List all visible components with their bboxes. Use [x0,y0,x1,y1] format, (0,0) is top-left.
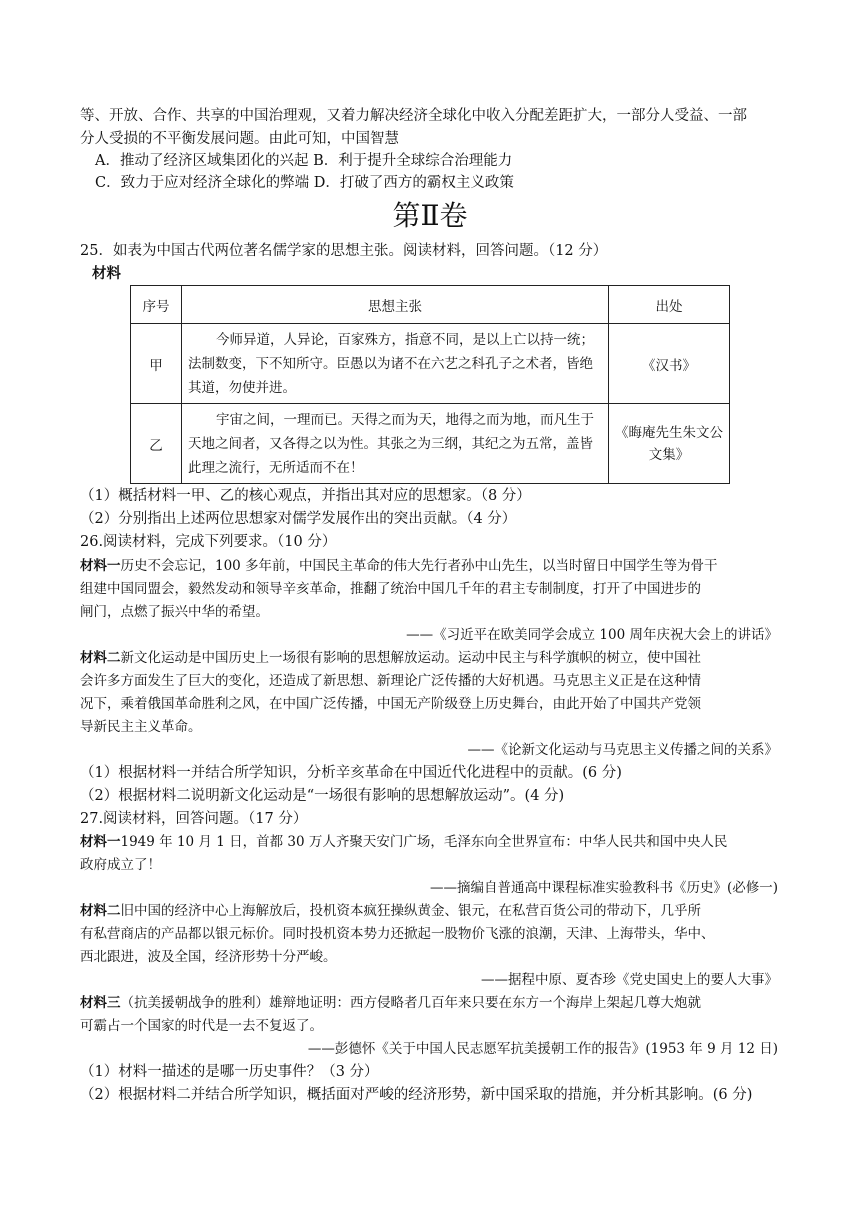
q27-stem: 27.阅读材料，回答问题。（17 分） [80,811,308,827]
q27-material2-line1 [80,901,701,921]
q27-material1-line2: 政府成立了！ [80,857,161,873]
q27-material3-line2: 可霸占一个国家的时代是一去不复返了。 [80,1018,323,1034]
q27-material2-label: 材料二 [80,903,121,919]
q27-material2-line2: 有私营商店的产品都以银元标价。同时投机资本势力还掀起一股物价飞涨的浪潮，天津、上海带头，华中、 [80,926,715,942]
q26-material2-source: ——《论新文化运动与马克思主义传播之间的关系》 [467,742,778,758]
row-no: 甲 [131,324,182,404]
q25-stem: 25．如表为中国古代两位著名儒学家的思想主张。阅读材料，回答问题。（12 分） [80,243,608,259]
q25-sub1: （1）概括材料一甲、乙的核心观点，并指出其对应的思想家。（8 分） [80,488,531,504]
table-header-no: 序号 [131,286,182,324]
q26-stem: 26.阅读材料，完成下列要求。（10 分） [80,534,337,550]
q26-sub2: （2）根据材料二说明新文化运动是“一场很有影响的思想解放运动”。(4 分) [80,788,565,804]
q26-material1-line3: 闸门，点燃了振兴中华的希望。 [80,604,269,620]
table-header-content: 思想主张 [182,286,609,324]
table-header-row [131,286,730,324]
row-no: 乙 [131,404,182,484]
q26-material2-text: 新文化运动是中国历史上一场很有影响的思想解放运动。运动中民主与科学旗帜的树立，使中国社 [120,650,701,666]
table-row [131,324,730,404]
q27-material2-line3: 西北跟进，波及全国，经济形势十分严峻。 [80,949,337,965]
q26-material2-line1 [80,648,701,668]
q26-material2-line3: 况下，乘着俄国革命胜利之风，在中国广泛传播，中国无产阶级登上历史舞台，由此开始了中国共产党领 [80,696,701,712]
row-content: 今师异道，人异论，百家殊方，指意不同，是以上亡以持一统；法制数变，下不知所守。臣愚以为诸不在六艺之科孔子之术者，皆绝其道，勿使并进。 [182,324,609,404]
q24-options-row1: A．推动了经济区域集团化的兴起 B．利于提升全球综合治理能力 [95,153,513,169]
row-source: 《汉书》 [609,324,730,404]
q26-material2-line2: 会许多方面发生了巨大的变化，还造成了新思想、新理论广泛传播的大好机遇。马克思主义正是在这种情 [80,673,701,689]
table-row [131,404,730,484]
row-content: 宇宙之间，一理而已。天得之而为天，地得之而为地，而凡生于天地之间者，又各得之以为性。其张之为三纲，其纪之为五常，盖皆此理之流行，无所适而不在！ [182,404,609,484]
q25-material-label: 材料 [92,265,121,282]
q26-material1-line2: 组建中国同盟会，毅然发动和领导辛亥革命，推翻了统治中国几千年的君主专制制度，打开了中国进步的 [80,581,701,597]
table-header-source: 出处 [609,286,730,324]
q26-material1-line1 [80,556,718,576]
q27-material1-source: ——摘编自普通高中课程标准实验教科书《历史》(必修一) [429,880,778,896]
q27-material3-label: 材料三 [80,995,121,1011]
section-title: 第Ⅱ卷 [392,199,468,232]
q27-material1-label: 材料一 [80,834,121,850]
q24-stem-line2: 分人受损的不平衡发展问题。由此可知，中国智慧 [80,131,399,147]
q27-material2-text: 旧中国的经济中心上海解放后，投机资本疯狂操纵黄金、银元，在私营百货公司的带动下，几乎所 [120,903,701,919]
row-source: 《晦庵先生朱文公文集》 [609,404,730,484]
q26-material1-source: ——《习近平在欧美同学会成立 100 周年庆祝大会上的讲话》 [406,627,778,643]
q26-material1-label: 材料一 [80,558,121,574]
q26-sub1: （1）根据材料一并结合所学知识，分析辛亥革命在中国近代化进程中的贡献。(6 分) [80,765,622,781]
q27-material3-line1 [80,993,701,1013]
q27-material3-source: ——彭德怀《关于中国人民志愿军抗美援朝工作的报告》(1953 年 9 月 12 日) [307,1041,778,1057]
q26-material2-label: 材料二 [80,650,121,666]
q26-material1-text: 历史不会忘记，100 多年前，中国民主革命的伟大先行者孙中山先生，以当时留日中国学生等为骨干 [120,558,718,574]
q26-material2-line4: 导新民主主义革命。 [80,719,202,735]
q24-options-row2: C．致力于应对经济全球化的弊端 D．打破了西方的霸权主义政策 [95,175,514,191]
q27-material2-source: ——据程中原、夏杏珍《党史国史上的要人大事》 [481,972,778,988]
q27-sub2: （2）根据材料二并结合所学知识，概括面对严峻的经济形势，新中国采取的措施，并分析其影响。(6 分) [80,1087,753,1103]
q24-stem-line1: 等、开放、合作、共享的中国治理观，又着力解决经济全球化中收入分配差距扩大，一部分人受益、一部 [80,108,747,124]
q27-material1-text: 1949 年 10 月 1 日，首都 30 万人齐聚天安门广场，毛泽东向全世界宣布：中华人民共和国中央人民 [120,834,728,850]
q27-material3-text: （抗美援朝战争的胜利）雄辩地证明：西方侵略者几百年来只要在东方一个海岸上架起几尊大炮就 [120,995,701,1011]
q27-sub1: （1）材料一描述的是哪一历史事件？（3 分） [80,1064,379,1080]
q25-sub2: （2）分别指出上述两位思想家对儒学发展作出的突出贡献。（4 分） [80,511,517,527]
q27-material1-line1 [80,832,727,852]
q25-table [130,285,730,484]
